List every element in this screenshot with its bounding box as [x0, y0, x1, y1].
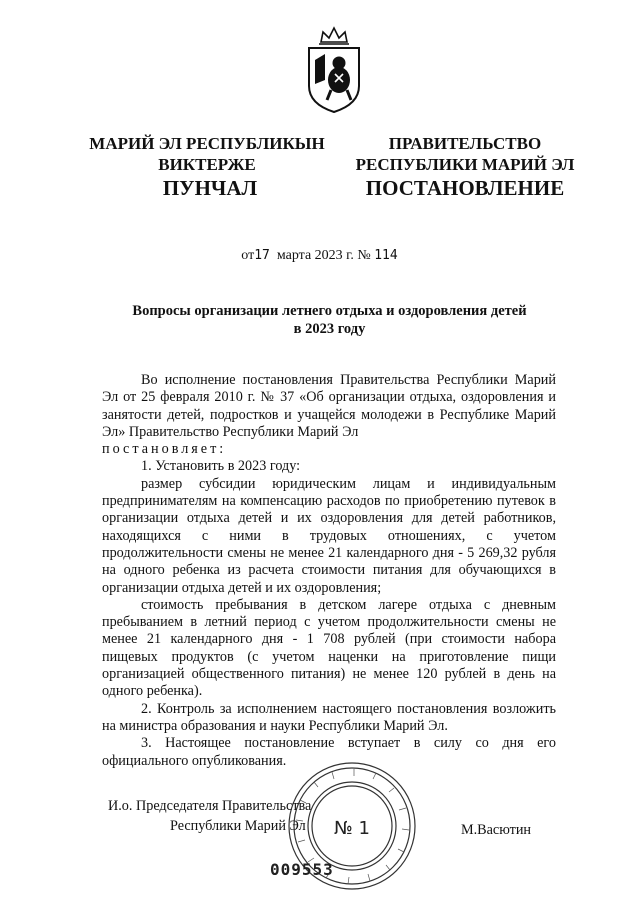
header-right-line1: ПРАВИТЕЛЬСТВО	[388, 134, 542, 153]
date-month-year: марта 2023 г.	[276, 248, 354, 263]
body-paragraph-item1: 1. Установить в 2023 году:	[141, 458, 301, 475]
body-paragraph-item3: 3. Настоящее постановление вступает в силу со дня его официального опубликования.	[102, 735, 556, 769]
decree-body	[102, 372, 556, 770]
subject-line1: Вопросы организации летнего отдыха и оздоровления детей	[132, 303, 527, 319]
body-paragraph-subsidy: размер субсидии юридическим лицам и индивидуальным предпринимателям на компенсацию расходов по приобретению путевок в организации отдыха детей и их оздоровления для детей работников, находящихся с ними в трудовых отношениях, с учетом продолжительности смены не менее 21 календарного дня - 5 269,32 рубля на одного ребенка из расчета стоимости питания для обучающихся в организации отдыха детей и их оздоровления;	[102, 475, 556, 596]
body-decree-word: постановляет:	[102, 441, 227, 458]
header-right-line2: РЕСПУБЛИКИ МАРИЙ ЭЛ	[355, 155, 575, 174]
date-line	[0, 248, 639, 264]
body-paragraph-camp-cost: стоимость пребывания в детском лагере отдыха с дневным пребыванием в летний период с учетом продолжительности смены не менее 21 календарного дня - 1 708 рублей (при стоимости набора пищевых продуктов (с учетом наценки на приготовление пищи организацией общественного питания) не менее 120 рублей в день на одного ребенка).	[102, 596, 556, 700]
body-paragraph-preamble: Во исполнение постановления Правительства Республики Марий Эл от 25 февраля 2010 г. № 37 «Об организации отдыха, оздоровления и занятости детей, подростков и учащейся молодежи в Республике Марий Эл» Правительство Республики Марий Эл	[102, 372, 556, 440]
decree-number: 114	[374, 248, 398, 263]
signatory-title-line1: И.о. Председателя Правительства	[108, 798, 312, 814]
decree-subject	[110, 302, 549, 338]
serial-number: 009553	[270, 860, 334, 879]
doc-type-right: ПОСТАНОВЛЕНИЕ	[365, 176, 565, 200]
signatory-title-line2: Республики Марий Эл	[170, 818, 306, 834]
date-prefix: от	[241, 248, 255, 263]
stamp-number: № 1	[334, 818, 370, 839]
header-left-block	[88, 133, 326, 175]
body-paragraph-item2: 2. Контроль за исполнением настоящего постановления возложить на министра образования и науки Республики Марий Эл.	[102, 700, 556, 734]
subject-line2: в 2023 году	[293, 321, 366, 337]
number-sign: №	[357, 248, 371, 263]
header-left-line1: МАРИЙ ЭЛ РЕСПУБЛИКЫН	[89, 134, 325, 153]
doc-type-left: ПУНЧАЛ	[162, 176, 258, 200]
header-left-line2: ВИКТЕРЖЕ	[158, 155, 256, 174]
header-right-block	[350, 133, 580, 175]
signatory-name: М.Васютин	[461, 822, 532, 838]
coat-of-arms-emblem	[301, 24, 367, 114]
date-day: 17	[254, 248, 270, 263]
